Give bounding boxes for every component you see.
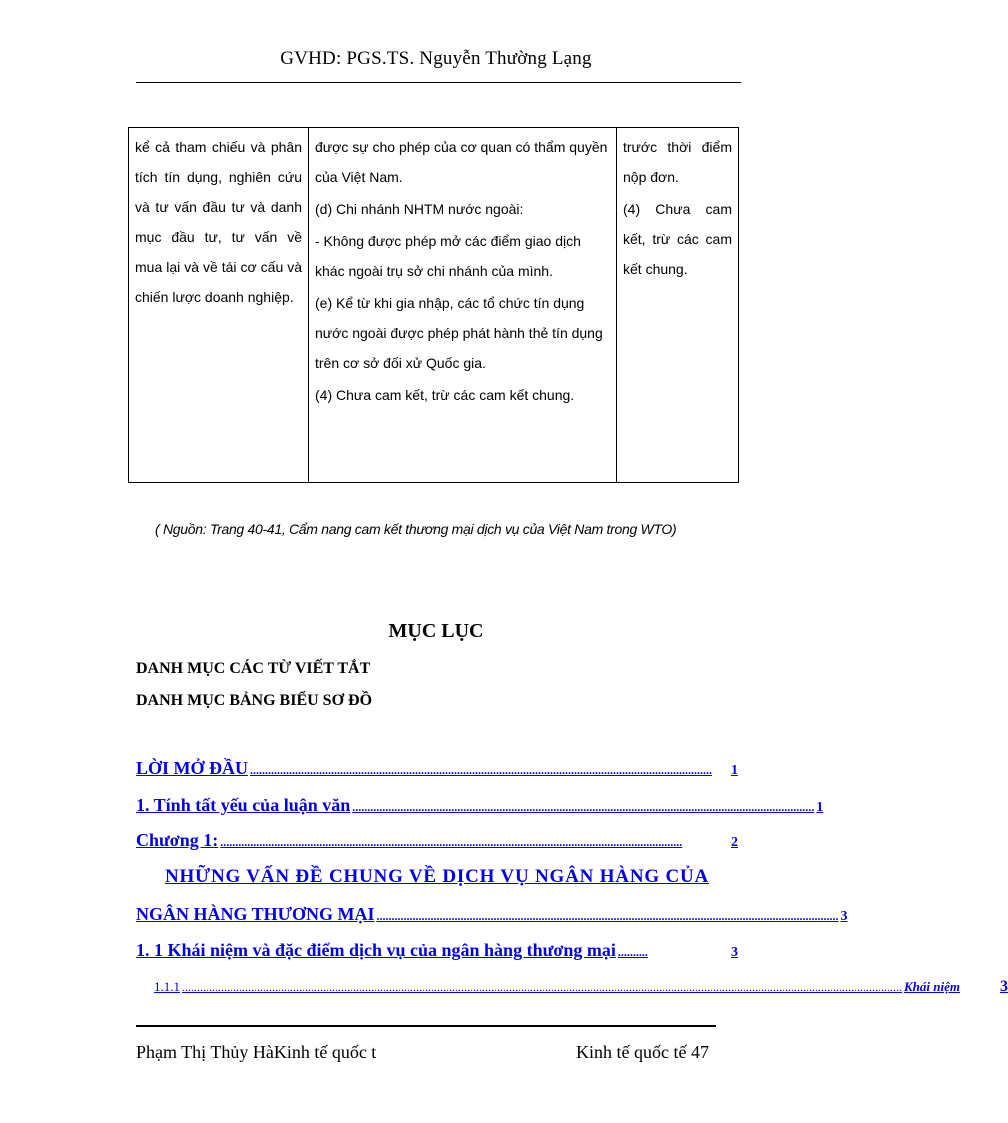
toc-entry-sublabel: Khái niệm — [904, 979, 960, 994]
dot-leader: .......... — [617, 945, 648, 959]
toc-entry-label: Chương 1: — [136, 830, 219, 850]
cell-text: kể cả tham chiếu và phân tích tín dụng, nghiên cứu và tư vấn đầu tư và danh mục đầu tư, tư vấn về mua lại và về tái cơ cấu và chiến lược doanh nghiệp. — [135, 139, 302, 305]
footer-rule — [136, 1025, 716, 1027]
commitment-table — [128, 127, 739, 483]
footer-author: Phạm Thị Thủy HàKinh tế quốc t — [136, 1042, 377, 1062]
cell-text: - Không được phép mở các điểm giao dịch khác ngoài trụ sở chi nhánh của mình. — [315, 233, 581, 279]
dot-leader: .......................................................................................................................................................... — [250, 763, 712, 777]
figure-list-heading: DANH MỤC BẢNG BIỂU SƠ ĐỒ — [136, 692, 373, 709]
table-cell-services — [129, 128, 309, 483]
page-header: GVHD: PGS.TS. Nguyễn Thường Lạng — [280, 48, 592, 69]
toc-entry-introduction[interactable] — [136, 758, 738, 779]
footer-page-label: Kinh tế quốc tế 47 — [576, 1042, 709, 1062]
toc-page-number: 3 — [840, 909, 848, 924]
toc-page-number: 2 — [731, 835, 738, 850]
cell-text: (e) Kể từ khi gia nhập, các tổ chức tín dụng nước ngoài được phép phát hành thẻ tín dụng trên cơ sở đối xử Quốc gia. — [315, 295, 603, 371]
toc-entry-chapter-title[interactable]: NHỮNG VẤN ĐỀ CHUNG VỀ DỊCH VỤ NGÂN HÀNG CỦA — [164, 866, 710, 887]
cell-text: (d) Chi nhánh NHTM nước ngoài: — [315, 201, 524, 217]
toc-entry-label: 1. Tính tất yếu của luận văn — [136, 795, 351, 815]
cell-text: được sự cho phép của cơ quan có thẩm quyền của Việt Nam. — [315, 139, 608, 185]
source-note: ( Nguồn: Trang 40-41, Cẩm nang cam kết thương mại dịch vụ của Việt Nam trong WTO) — [155, 521, 677, 537]
dot-leader: .......................................................................................................................................................... — [220, 835, 683, 849]
dot-leader: .......................................................................................................................................................... — [376, 909, 839, 923]
toc-entry-chapter-1[interactable] — [136, 830, 738, 851]
cell-text: (4) Chưa cam kết, trừ các cam kết chung. — [315, 387, 575, 403]
header-rule — [136, 82, 741, 83]
toc-page-number: 3 — [1000, 978, 1008, 995]
dot-leader: .......................................................................................................................................................... — [352, 800, 815, 814]
toc-entry-label: 1.1.1 — [154, 979, 180, 994]
table-cell-notes — [617, 128, 739, 483]
toc-entry-label: NGÂN HÀNG THƯƠNG MẠI — [136, 904, 375, 924]
table-row — [129, 128, 739, 483]
toc-entry-label: 1. 1 Khái niệm và đặc điểm dịch vụ của ngân hàng thương mại — [136, 940, 616, 960]
toc-title: MỤC LỤC — [388, 620, 484, 642]
toc-page-number: 1 — [731, 763, 738, 778]
cell-text: (4) Chưa cam kết, trừ các cam kết chung. — [623, 201, 732, 277]
toc-entry-chapter-title-cont[interactable] — [136, 904, 848, 925]
toc-page-number: 3 — [731, 945, 738, 960]
toc-entry-necessity[interactable] — [136, 795, 824, 816]
table-cell-commitments — [309, 128, 617, 483]
toc-entry-label: LỜI MỞ ĐẦU — [136, 758, 248, 778]
toc-entry-section-1-1-1[interactable] — [154, 978, 1008, 996]
abbreviation-list-heading: DANH MỤC CÁC TỪ VIẾT TẮT — [136, 660, 371, 677]
toc-page-number: 1 — [816, 800, 824, 815]
toc-entry-section-1-1[interactable] — [136, 940, 738, 961]
dot-leader: ................................................................................................................................................................................................................................................ — [182, 980, 902, 994]
cell-text: trước thời điểm nộp đơn. — [623, 139, 732, 185]
